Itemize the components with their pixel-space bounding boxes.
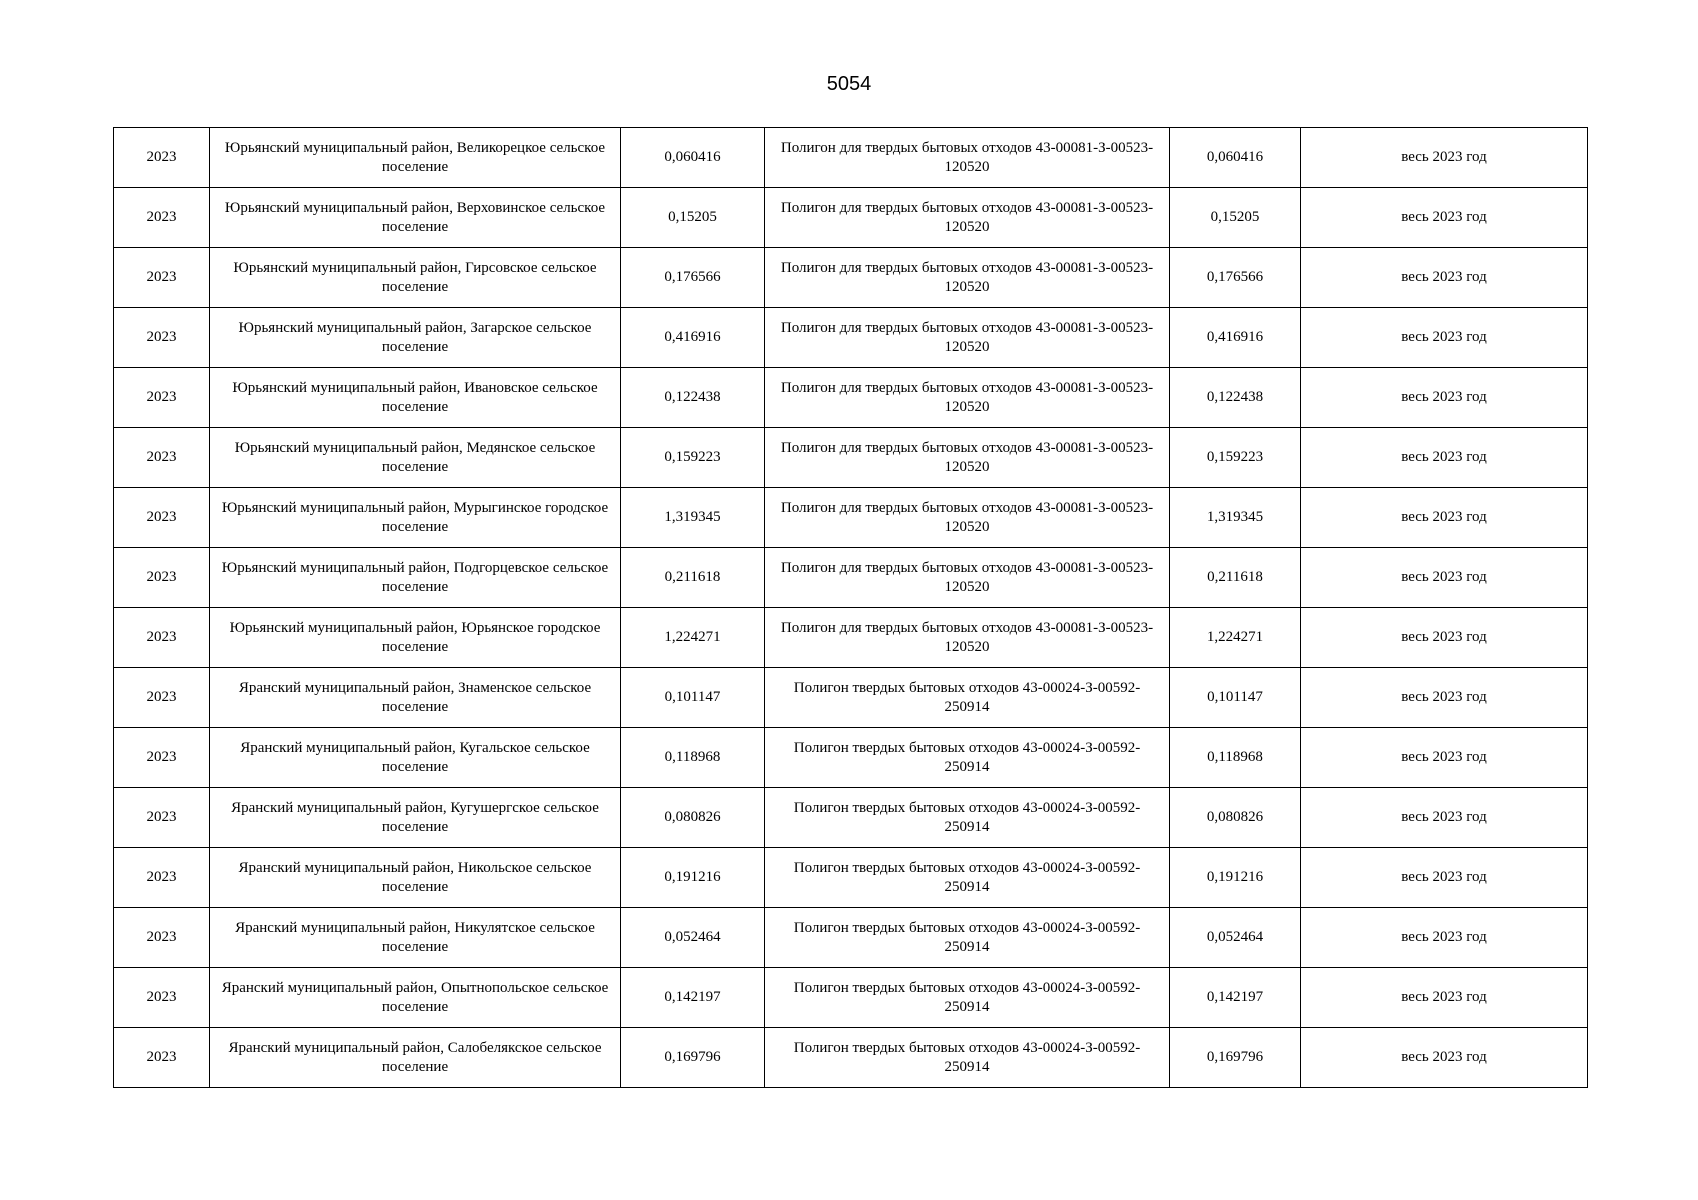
facility-cell: Полигон для твердых бытовых отходов 43-00081-З-00523-120520	[765, 128, 1170, 188]
volume-to-facility-cell: 0,118968	[1170, 728, 1301, 788]
territory-cell: Юрьянский муниципальный район, Мурыгинское городское поселение	[210, 488, 621, 548]
territory-cell: Юрьянский муниципальный район, Верховинское сельское поселение	[210, 188, 621, 248]
facility-cell: Полигон для твердых бытовых отходов 43-00081-З-00523-120520	[765, 248, 1170, 308]
territory-cell: Яранский муниципальный район, Кугушергское сельское поселение	[210, 788, 621, 848]
facility-cell: Полигон твердых бытовых отходов 43-00024-З-00592-250914	[765, 788, 1170, 848]
period-cell: весь 2023 год	[1301, 488, 1588, 548]
table-row	[114, 668, 1588, 728]
volume-to-facility-cell: 0,169796	[1170, 1028, 1301, 1088]
volume-to-facility-cell: 0,060416	[1170, 128, 1301, 188]
facility-cell: Полигон твердых бытовых отходов 43-00024-З-00592-250914	[765, 728, 1170, 788]
year-cell: 2023	[114, 728, 210, 788]
year-cell: 2023	[114, 548, 210, 608]
year-cell: 2023	[114, 1028, 210, 1088]
volume-cell: 0,416916	[621, 308, 765, 368]
period-cell: весь 2023 год	[1301, 368, 1588, 428]
volume-cell: 0,176566	[621, 248, 765, 308]
facility-cell: Полигон для твердых бытовых отходов 43-00081-З-00523-120520	[765, 608, 1170, 668]
volume-cell: 0,052464	[621, 908, 765, 968]
territory-cell: Юрьянский муниципальный район, Гирсовское сельское поселение	[210, 248, 621, 308]
territory-cell: Юрьянский муниципальный район, Юрьянское городское поселение	[210, 608, 621, 668]
table-row	[114, 368, 1588, 428]
year-cell: 2023	[114, 608, 210, 668]
period-cell: весь 2023 год	[1301, 908, 1588, 968]
territory-cell: Яранский муниципальный район, Опытнопольское сельское поселение	[210, 968, 621, 1028]
period-cell: весь 2023 год	[1301, 608, 1588, 668]
period-cell: весь 2023 год	[1301, 248, 1588, 308]
facility-cell: Полигон для твердых бытовых отходов 43-00081-З-00523-120520	[765, 308, 1170, 368]
facility-cell: Полигон твердых бытовых отходов 43-00024-З-00592-250914	[765, 668, 1170, 728]
volume-to-facility-cell: 0,211618	[1170, 548, 1301, 608]
territory-cell: Юрьянский муниципальный район, Медянское сельское поселение	[210, 428, 621, 488]
volume-cell: 0,118968	[621, 728, 765, 788]
period-cell: весь 2023 год	[1301, 188, 1588, 248]
waste-volume-table	[113, 127, 1588, 1088]
volume-to-facility-cell: 0,191216	[1170, 848, 1301, 908]
page-number: 5054	[826, 73, 872, 95]
facility-cell: Полигон твердых бытовых отходов 43-00024-З-00592-250914	[765, 848, 1170, 908]
period-cell: весь 2023 год	[1301, 968, 1588, 1028]
volume-to-facility-cell: 0,176566	[1170, 248, 1301, 308]
table-row	[114, 788, 1588, 848]
volume-cell: 0,15205	[621, 188, 765, 248]
volume-cell: 0,211618	[621, 548, 765, 608]
volume-to-facility-cell: 0,080826	[1170, 788, 1301, 848]
year-cell: 2023	[114, 308, 210, 368]
table-row	[114, 188, 1588, 248]
volume-to-facility-cell: 0,416916	[1170, 308, 1301, 368]
year-cell: 2023	[114, 668, 210, 728]
volume-cell: 0,060416	[621, 128, 765, 188]
territory-cell: Юрьянский муниципальный район, Ивановское сельское поселение	[210, 368, 621, 428]
facility-cell: Полигон твердых бытовых отходов 43-00024-З-00592-250914	[765, 908, 1170, 968]
volume-cell: 0,142197	[621, 968, 765, 1028]
territory-cell: Юрьянский муниципальный район, Подгорцевское сельское поселение	[210, 548, 621, 608]
table-row	[114, 548, 1588, 608]
volume-to-facility-cell: 0,052464	[1170, 908, 1301, 968]
territory-cell: Яранский муниципальный район, Кугальское сельское поселение	[210, 728, 621, 788]
facility-cell: Полигон для твердых бытовых отходов 43-00081-З-00523-120520	[765, 548, 1170, 608]
volume-cell: 0,169796	[621, 1028, 765, 1088]
volume-to-facility-cell: 1,224271	[1170, 608, 1301, 668]
facility-cell: Полигон для твердых бытовых отходов 43-00081-З-00523-120520	[765, 428, 1170, 488]
table-row	[114, 728, 1588, 788]
volume-cell: 0,122438	[621, 368, 765, 428]
table-row	[114, 488, 1588, 548]
period-cell: весь 2023 год	[1301, 848, 1588, 908]
period-cell: весь 2023 год	[1301, 548, 1588, 608]
table-body	[114, 128, 1588, 1088]
period-cell: весь 2023 год	[1301, 728, 1588, 788]
year-cell: 2023	[114, 968, 210, 1028]
territory-cell: Яранский муниципальный район, Салобелякское сельское поселение	[210, 1028, 621, 1088]
volume-to-facility-cell: 0,101147	[1170, 668, 1301, 728]
year-cell: 2023	[114, 188, 210, 248]
volume-cell: 0,191216	[621, 848, 765, 908]
facility-cell: Полигон твердых бытовых отходов 43-00024-З-00592-250914	[765, 968, 1170, 1028]
territory-cell: Яранский муниципальный район, Никольское сельское поселение	[210, 848, 621, 908]
volume-cell: 0,159223	[621, 428, 765, 488]
table-row	[114, 848, 1588, 908]
volume-cell: 0,080826	[621, 788, 765, 848]
volume-to-facility-cell: 0,15205	[1170, 188, 1301, 248]
territory-cell: Юрьянский муниципальный район, Загарское сельское поселение	[210, 308, 621, 368]
table-row	[114, 608, 1588, 668]
volume-to-facility-cell: 1,319345	[1170, 488, 1301, 548]
year-cell: 2023	[114, 848, 210, 908]
volume-to-facility-cell: 0,122438	[1170, 368, 1301, 428]
period-cell: весь 2023 год	[1301, 428, 1588, 488]
year-cell: 2023	[114, 248, 210, 308]
volume-to-facility-cell: 0,159223	[1170, 428, 1301, 488]
volume-cell: 1,319345	[621, 488, 765, 548]
table-row	[114, 128, 1588, 188]
volume-cell: 1,224271	[621, 608, 765, 668]
period-cell: весь 2023 год	[1301, 1028, 1588, 1088]
volume-cell: 0,101147	[621, 668, 765, 728]
table-row	[114, 428, 1588, 488]
year-cell: 2023	[114, 788, 210, 848]
table-row	[114, 1028, 1588, 1088]
territory-cell: Яранский муниципальный район, Никулятское сельское поселение	[210, 908, 621, 968]
volume-to-facility-cell: 0,142197	[1170, 968, 1301, 1028]
table-row	[114, 308, 1588, 368]
year-cell: 2023	[114, 488, 210, 548]
territory-cell: Юрьянский муниципальный район, Великорецкое сельское поселение	[210, 128, 621, 188]
facility-cell: Полигон твердых бытовых отходов 43-00024-З-00592-250914	[765, 1028, 1170, 1088]
period-cell: весь 2023 год	[1301, 668, 1588, 728]
facility-cell: Полигон для твердых бытовых отходов 43-00081-З-00523-120520	[765, 188, 1170, 248]
table-row	[114, 248, 1588, 308]
year-cell: 2023	[114, 908, 210, 968]
facility-cell: Полигон для твердых бытовых отходов 43-00081-З-00523-120520	[765, 488, 1170, 548]
facility-cell: Полигон для твердых бытовых отходов 43-00081-З-00523-120520	[765, 368, 1170, 428]
year-cell: 2023	[114, 128, 210, 188]
table-row	[114, 908, 1588, 968]
year-cell: 2023	[114, 428, 210, 488]
period-cell: весь 2023 год	[1301, 788, 1588, 848]
table-row	[114, 968, 1588, 1028]
period-cell: весь 2023 год	[1301, 308, 1588, 368]
territory-cell: Яранский муниципальный район, Знаменское сельское поселение	[210, 668, 621, 728]
period-cell: весь 2023 год	[1301, 128, 1588, 188]
year-cell: 2023	[114, 368, 210, 428]
